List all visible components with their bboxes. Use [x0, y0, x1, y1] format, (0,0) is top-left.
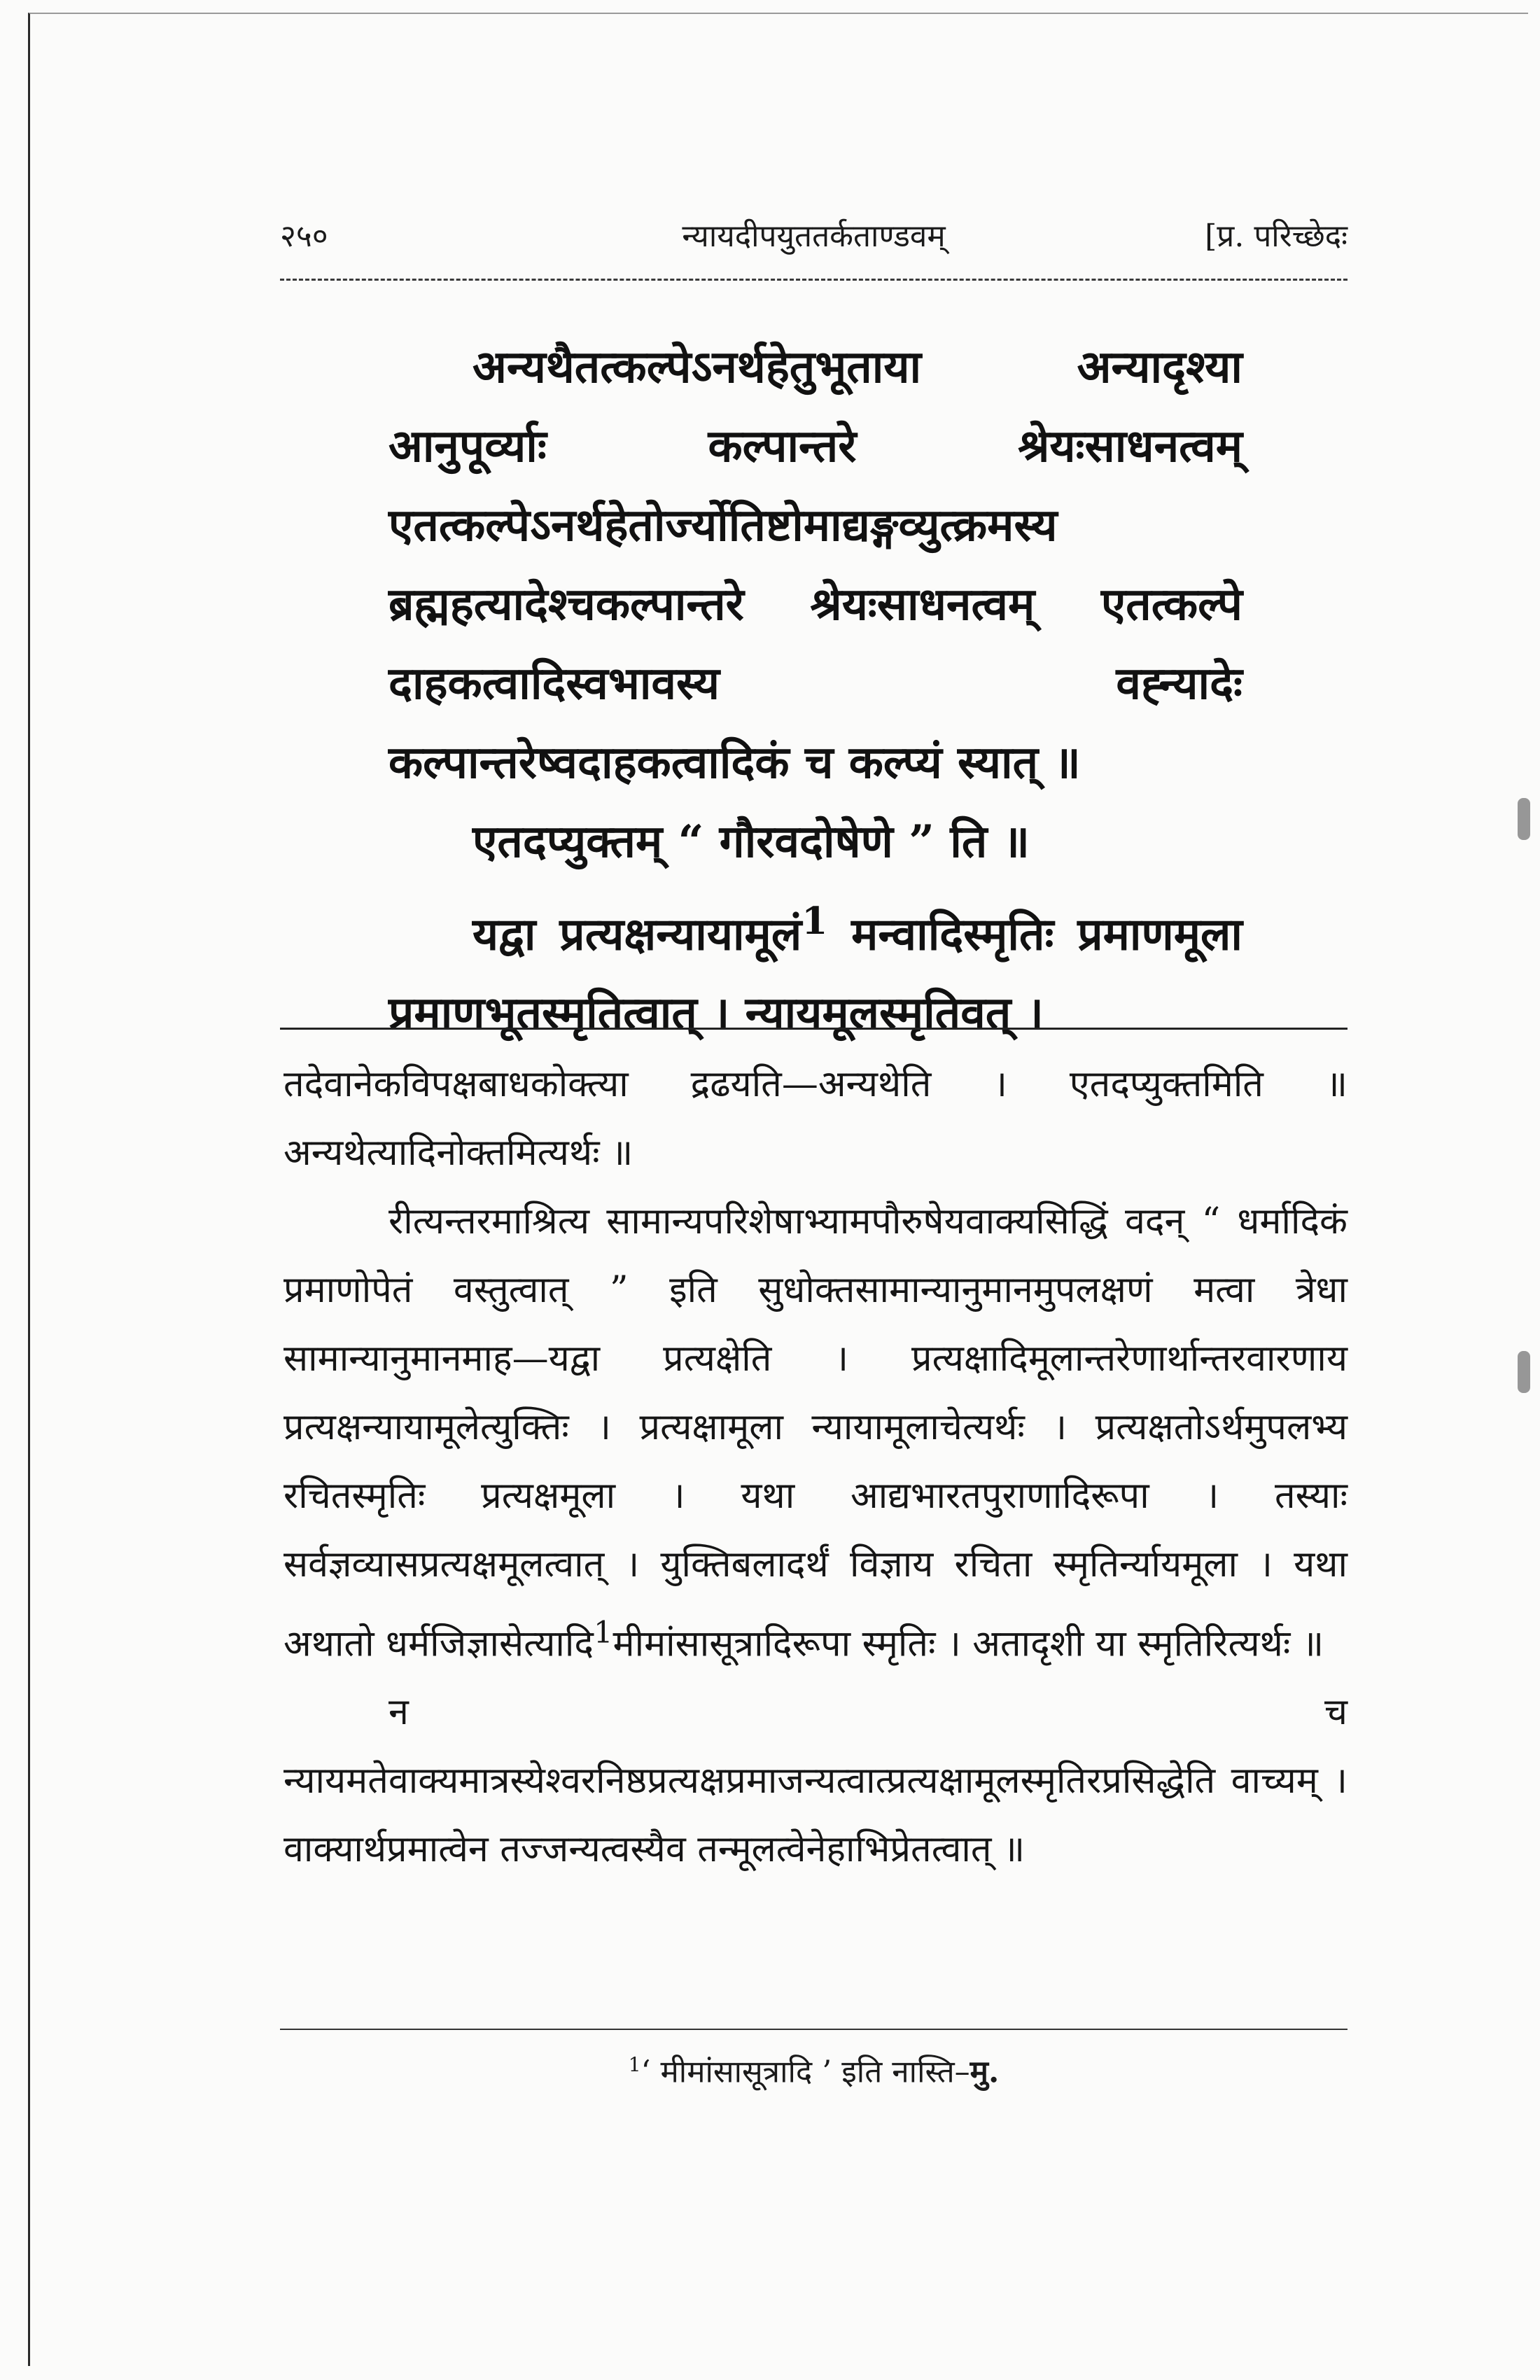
commentary-paragraph: तदेवानेकविपक्षबाधकोक्त्या द्रढयति—अन्यथेति । एतदप्युक्तमिति ॥ अन्यथेत्यादिनोक्तमित्यर्थः ॥: [284, 1063, 1348, 1174]
footnote: [280, 2044, 1348, 2094]
page-number: २५०: [280, 218, 328, 254]
header-rule: [280, 279, 1348, 281]
margin-mark: [1518, 1351, 1530, 1393]
mula-separator: [280, 1028, 1348, 1030]
mula-text: [388, 328, 1242, 1053]
book-title: न्यायदीपयुततर्कताण्डवम्: [682, 218, 946, 254]
footnote-text: ‘ मीमांसासूत्रादि ’ इति नास्ति–: [640, 2054, 970, 2090]
commentary-text-start: रीत्यन्तरमाश्रित्य सामान्यपरिशेषाभ्यामपौरुषेयवाक्यसिद्धिं वदन् “ धर्मादिकं प्रमाणोपेतं वस्तुत्वात् ” इति सुधोक्तसामान्यानुमानमुपलक्षणं मत्वा त्रेधा सामान्यानुमानमाह—यद्वा प्रत्यक्षेति । प्रत्यक्षादिमूलान्तरेणार्थान्तरवारणाय प्रत्यक्षन्यायामूलेत्युक्तिः । प्रत्यक्षामूला न्यायामूलाचेत्यर्थः । प्रत्यक्षतोऽर्थमुपलभ्य रचितस्मृतिः प्रत्यक्षमूला । यथा आद्यभारतपुराणादिरूपा । तस्याः सर्वज्ञव्यासप्रत्यक्षमूलत्वात् । युक्तिबलादर्थं विज्ञाय रचिता स्मृतिर्न्यायमूला । यथा अथातो धर्मजिज्ञासेत्यादि: [284, 1200, 1348, 1665]
footnote-separator: [280, 2029, 1348, 2030]
footnote-number: 1: [628, 2053, 641, 2076]
chapter-tag: [प्र. परिच्छेदः: [1205, 218, 1348, 254]
mula-text-end: मन्वादिस्मृतिः प्रमाणमूला प्रमाणभूतस्मृतित्वात् । न्यायमूलस्मृतिवत् ।: [388, 908, 1242, 1040]
mula-text-start: यद्वा प्रत्यक्षन्यायामूलं: [472, 908, 802, 961]
footnote-marker: 1: [802, 899, 828, 943]
commentary-paragraph: [284, 1187, 1348, 1678]
commentary-text: [284, 1050, 1348, 1884]
mula-paragraph: एतदप्युक्तम् “ गौरवदोषेणे ” ति ॥: [472, 816, 1030, 868]
margin-mark: [1518, 798, 1530, 840]
running-head: [280, 214, 1348, 262]
footnote-source: मु.: [969, 2054, 1000, 2090]
commentary-text-end: मीमांसासूत्रादिरूपा स्मृतिः । अतादृशी या स्मृतिरित्यर्थः ॥: [612, 1623, 1324, 1665]
footnote-marker: 1: [593, 1616, 613, 1651]
commentary-paragraph: न च न्यायमतेवाक्यमात्रस्येश्वरनिष्ठप्रत्यक्षप्रमाजन्यत्वात्प्रत्यक्षामूलस्मृतिरप्रसिद्धेति वाच्यम् । वाक्यार्थप्रमात्वेन तज्जन्यत्वस्यैव तन्मूलत्वेनेहाभिप्रेतत्वात् ॥: [284, 1691, 1348, 1871]
mula-paragraph: अन्यथैतत्कल्पेऽनर्थहेतुभूताया अन्यादृश्या आनुपूर्व्याः कल्पान्तरे श्रेयःसाधनत्वम् एतत्कल्पेऽनर्थहेतोर्ज्योतिष्टोमाद्यङ्गव्युत्क्रमस्य ब्रह्महत्यादेश्चकल्पान्तरे श्रेयःसाधनत्वम् एतत्कल्पे दाहकत्वादिस्वभावस्य वह्न्यादेः कल्पान्तरेष्वदाहकत्वादिकं च कल्प्यं स्यात् ॥: [388, 341, 1242, 789]
